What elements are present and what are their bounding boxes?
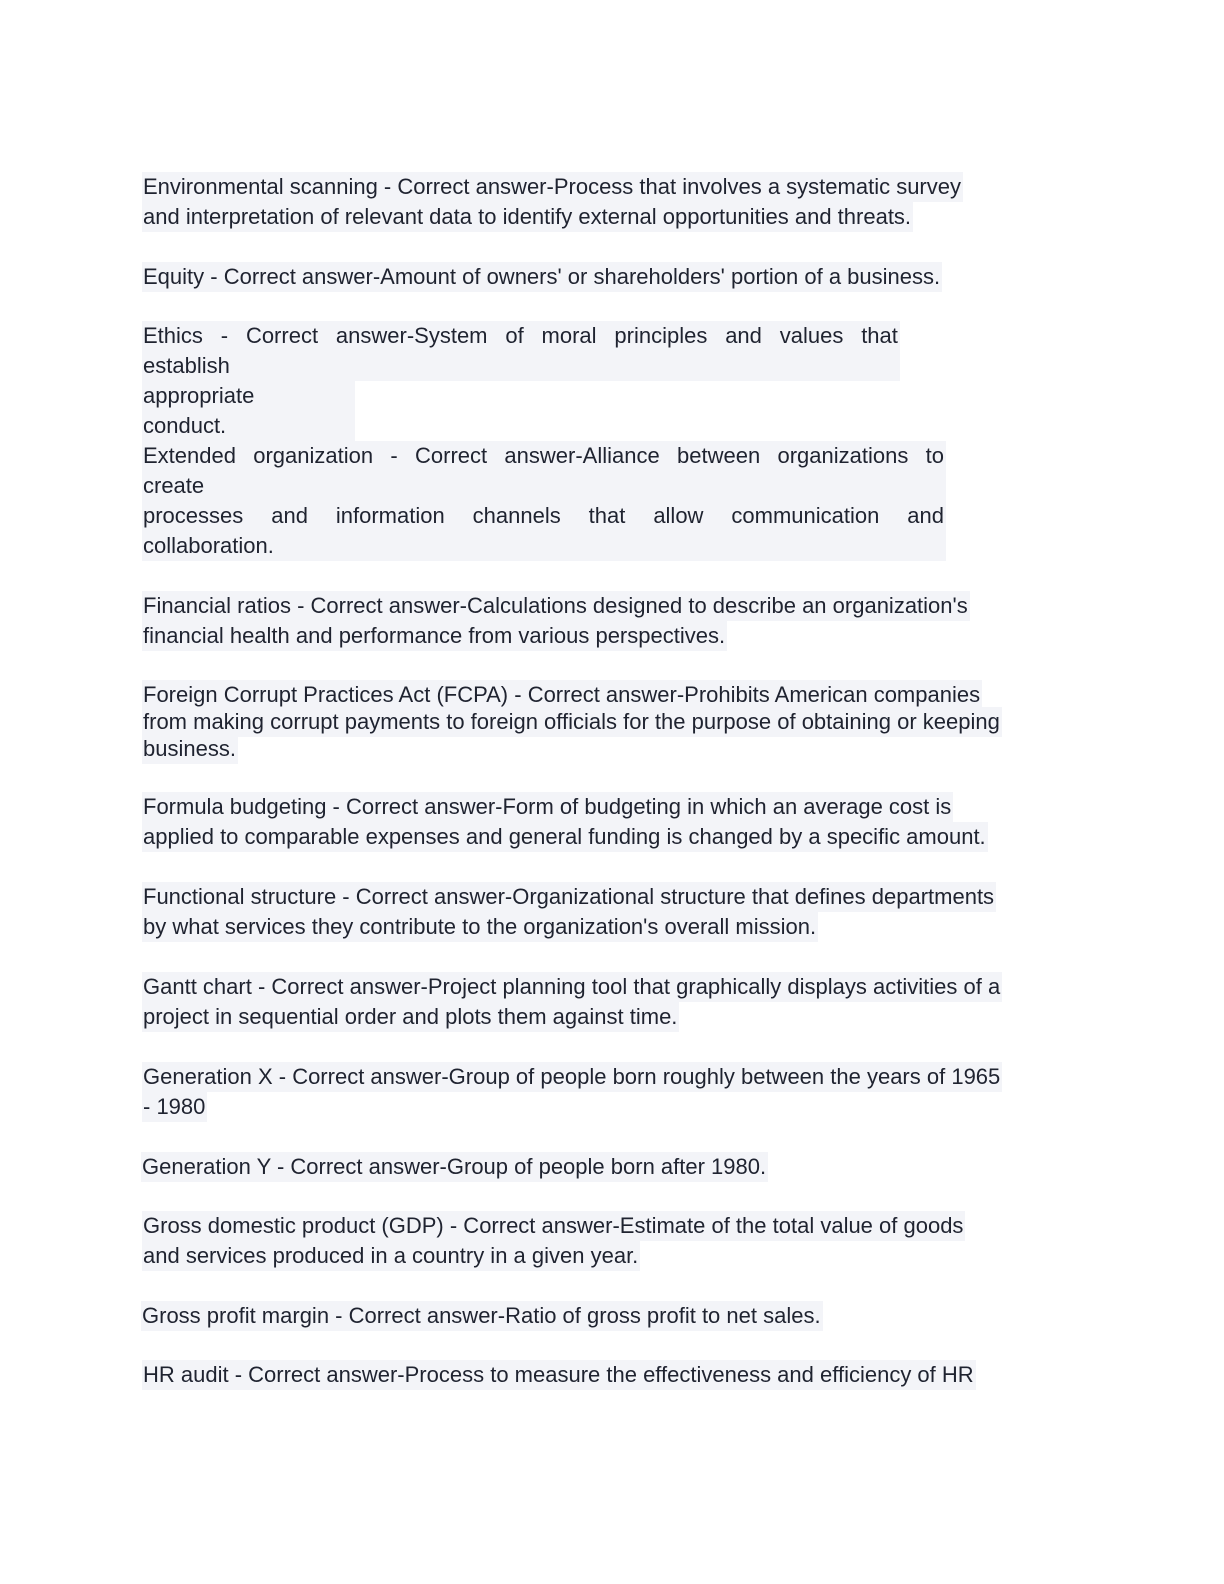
word: Extended [143,443,236,468]
entry-financial-ratios-line: Financial ratios - Correct answer-Calculations designed to describe an organization's [142,591,970,621]
entry-extended-organization-line: collaboration. [142,531,946,561]
word: between [677,443,761,468]
word: moral [541,323,597,348]
word: and [907,503,944,528]
entry-formula-budgeting-line: applied to comparable expenses and general funding is changed by a specific amount. [142,822,988,852]
word: and [725,323,762,348]
word: of [505,323,524,348]
word: that [588,503,626,528]
entry-gross-profit-margin-line: Gross profit margin - Correct answer-Ratio of gross profit to net sales. [141,1301,823,1331]
entry-financial-ratios-line: financial health and performance from various perspectives. [142,621,727,651]
word: Correct [415,443,488,468]
word: answer-Alliance [504,443,660,468]
entry-hr-audit-line: HR audit - Correct answer-Process to measure the effectiveness and efficiency of HR [142,1360,976,1390]
entry-ethics-line [142,321,900,351]
word: organizations [777,443,909,468]
word: channels [472,503,561,528]
entry-fcpa-line: from making corrupt payments to foreign officials for the purpose of obtaining or keeping [142,707,1002,737]
word: allow [653,503,704,528]
entry-extended-organization-line [142,501,946,531]
word: to [925,443,944,468]
word: processes [143,503,244,528]
entry-generation-x-line: Generation X - Correct answer-Group of people born roughly between the years of 1965 [142,1062,1002,1092]
entry-generation-x-line: - 1980 [142,1092,207,1122]
word: - [390,443,398,468]
entry-environmental-scanning-line: and interpretation of relevant data to identify external opportunities and threats. [142,202,913,232]
entry-gantt-chart-line: project in sequential order and plots them against time. [142,1002,679,1032]
word: values [779,323,844,348]
entry-gdp-line: Gross domestic product (GDP) - Correct answer-Estimate of the total value of goods [142,1211,965,1241]
entry-extended-organization-line: create [142,471,946,501]
entry-ethics-line: establish [142,351,900,381]
entry-environmental-scanning-line: Environmental scanning - Correct answer-Process that involves a systematic survey [142,172,963,202]
word: Correct [245,323,319,348]
entry-ethics-line: conduct. [142,411,355,441]
entry-gdp-line: and services produced in a country in a given year. [142,1241,640,1271]
word: - [220,323,229,348]
entry-fcpa-line: business. [142,734,238,764]
entry-extended-organization-line [142,441,946,471]
entry-functional-structure-line: by what services they contribute to the organization's overall mission. [142,912,818,942]
word: Ethics [143,323,203,348]
entry-fcpa-line: Foreign Corrupt Practices Act (FCPA) - Correct answer-Prohibits American companies [142,680,982,710]
word: communication [731,503,880,528]
entry-generation-y-line: Generation Y - Correct answer-Group of people born after 1980. [141,1152,768,1182]
word: information [335,503,445,528]
word: that [861,323,898,348]
entry-equity-line: Equity - Correct answer-Amount of owners' or shareholders' portion of a business. [142,262,942,292]
entry-functional-structure-line: Functional structure - Correct answer-Organizational structure that defines departments [142,882,996,912]
entry-gantt-chart-line: Gantt chart - Correct answer-Project planning tool that graphically displays activities of a [142,972,1002,1002]
entry-formula-budgeting-line: Formula budgeting - Correct answer-Form of budgeting in which an average cost is [142,792,953,822]
word: and [271,503,308,528]
word: principles [614,323,708,348]
word: answer-System [335,323,488,348]
entry-ethics-line: appropriate [142,381,355,411]
word: organization [253,443,374,468]
